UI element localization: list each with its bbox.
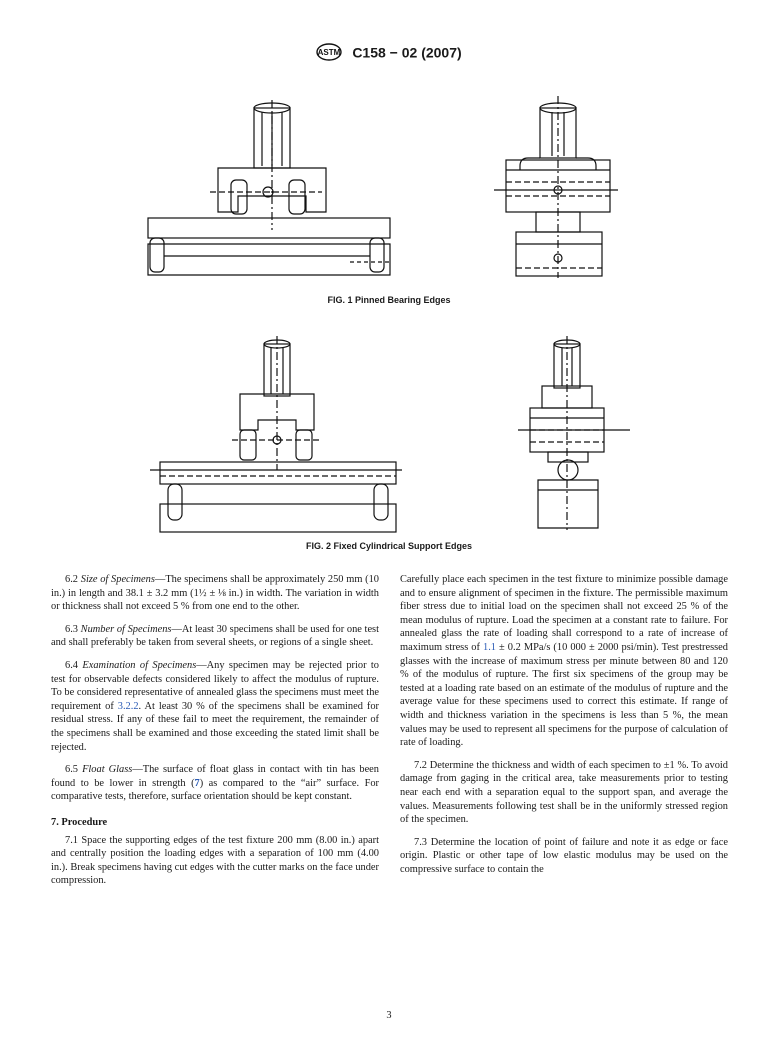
paragraph-6-2: 6.2 Size of Specimens—The specimens shall be approximately 250 mm (10 in.) in length and 38.1 ± 3.2 mm (1½ ± ⅛ in.) in width. The variation in width or thickness shall not exceed 5 % from one end to the other. <box>51 574 379 613</box>
paragraph-7-3: 7.3 Determine the location of point of failure and note it as edge or face origin. Plastic or other tape of low elastic modulus may be used on the compressive surface to contain the <box>400 836 728 875</box>
left-text-column <box>51 573 379 897</box>
paragraph-7-1-continued: Carefully place each specimen in the test fixture to minimize possible damage and to ensure alignment of specimen in the fixture. The permissible maximum fiber stress due to initial load on the specimen shall not exceed 25 % of the mean modulus of rupture. Load the specimen at a constant rate to failure. For annealed glass the rate of loading shall correspond to a rate of increase of maximum stress of 1.1 ± 0.2 MPa/s (10 000 ± 2000 psi/min). Test prestressed glasses with the increase of maximum stress per minute between 80 and 120 % of the modulus of rupture. The first six specimens of the group may be tested at a loading rate based on an estimate of the modulus of rupture and the average value for these specimens used to correct this estimate. If range of width and thickness variation in the specimens is less than 5 %, the mean values may be used to represent all specimens for the purpose of calculation of rate of loading. <box>400 574 728 749</box>
section-1-1-link[interactable]: 1.1 <box>483 641 497 653</box>
page-number: 3 <box>386 1010 392 1021</box>
svg-text:ASTM: ASTM <box>317 48 341 58</box>
paragraph-7-1: 7.1 Space the supporting edges of the test fixture 200 mm (8.00 in.) apart and centrally position the loading edges with a separation of 100 mm (4.00 in.). Break specimens having cut edges with the cutter marks on the face under compression. <box>51 834 379 887</box>
paragraph-6-5: 6.5 Float Glass—The surface of float glass in contact with tin has been found to be lower in strength (7) as compared to the “air” surface. For comparative tests, therefore, surface orientation should be kept constant. <box>51 764 379 803</box>
section-3-2-2-link[interactable]: 3.2.2 <box>117 700 139 712</box>
right-text-column <box>400 573 728 885</box>
figure-1-drawing <box>0 95 778 295</box>
section-7-heading: 7. Procedure <box>51 816 108 828</box>
figure-1-caption: FIG. 1 Pinned Bearing Edges <box>327 295 451 305</box>
paragraph-6-3: 6.3 Number of Specimens—At least 30 specimens shall be used for one test and shall preferably be taken from several sheets, or regions of a single sheet. <box>51 623 379 649</box>
figure-2-drawing <box>0 335 778 535</box>
document-designation: C158 − 02 (2007) <box>352 44 462 61</box>
page-header <box>0 43 778 61</box>
astm-logo-icon <box>316 43 342 61</box>
paragraph-6-4: 6.4 Examination of Specimens—Any specimen may be rejected prior to test for observable defects considered likely to affect the modulus of rupture. To be considered representative of annealed glass the specimens must meet the requirement of 3.2.2. At least 30 % of the specimens shall be examined for residual stress. If any of these fail to meet the requirement, the remainder of the specimens shall be examined and those exceeding the stated limit shall be rejected. <box>51 659 380 753</box>
paragraph-7-2: 7.2 Determine the thickness and width of each specimen to ±1 %. To avoid damage from gaging in the critical area, take measurements prior to testing near each end with a separation equal to the support span, and average the values. Measurements following test shall be in the uniformly stressed region of the specimen. <box>400 759 728 826</box>
reference-7-link[interactable]: 7 <box>194 777 200 789</box>
figure-2-caption: FIG. 2 Fixed Cylindrical Support Edges <box>305 541 473 551</box>
